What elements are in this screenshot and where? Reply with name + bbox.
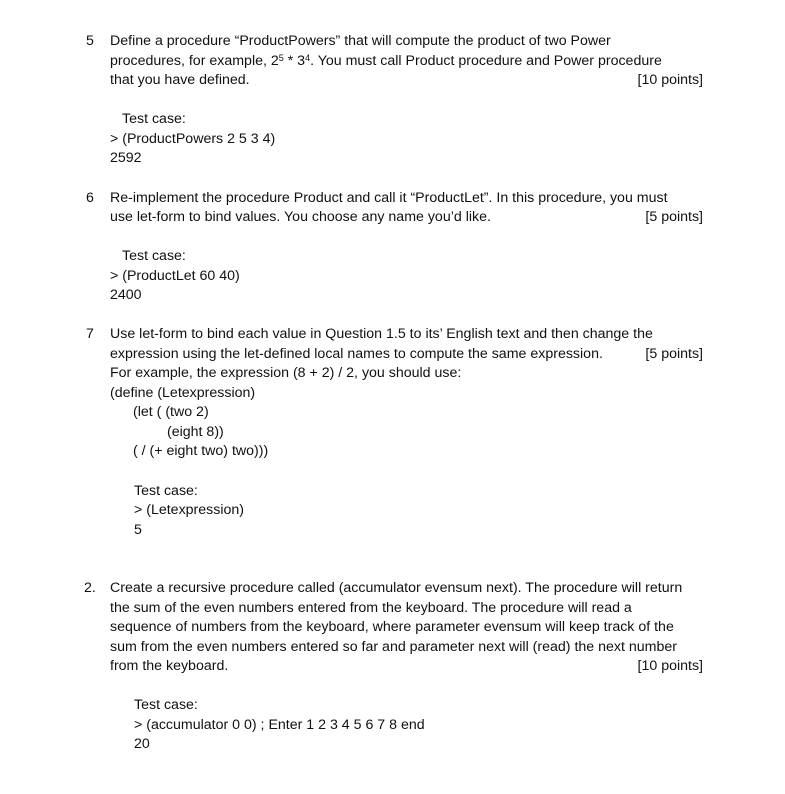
question-5-line-3: that you have defined. [110,72,250,88]
question-7-code-line-4: ( / (+ eight two) two))) [133,443,269,459]
question-7-line-1: Use let-form to bind each value in Question 1.5 to its’ English text and then change the [110,326,653,342]
question-7-points: [5 points] [645,346,703,362]
question-6-line-1: Re-implement the procedure Product and call it “ProductLet”. In this procedure, you must [110,190,668,206]
question-2-points: [10 points] [637,658,703,674]
question-5-test-output: 2592 [110,150,142,166]
question-6-test-output: 2400 [110,287,142,303]
question-6-line-2: use let-form to bind values. You choose any name you’d like. [110,209,491,225]
question-2-line-4: sum from the even numbers entered so far and parameter next will (read) the next number [110,639,677,655]
question-5-line-1: Define a procedure “ProductPowers” that will compute the product of two Power [110,33,611,49]
question-7-line-2: expression using the let-defined local names to compute the same expression. [110,346,603,362]
question-5-test-input: > (ProductPowers 2 5 3 4) [110,131,276,147]
question-2-number: 2. [84,580,96,596]
question-7-code-line-3: (eight 8)) [167,424,224,440]
question-6-test-input: > (ProductLet 60 40) [110,268,240,284]
question-6-number: 6 [86,190,94,206]
question-7-number: 7 [86,326,94,342]
question-5-test-label: Test case: [122,111,186,127]
question-2-test-input: > (accumulator 0 0) ; Enter 1 2 3 4 5 6 7 8 end [134,717,425,733]
question-5-line-2: procedures, for example, $2^5 * 3^4$. You must call Product procedure and Power procedure [110,53,662,69]
question-2-line-2: the sum of the even numbers entered from the keyboard. The procedure will read a [110,600,632,616]
question-6-test-label: Test case: [122,248,186,264]
question-7-test-label: Test case: [134,483,198,499]
question-2-test-label: Test case: [134,697,198,713]
question-2-line-3: sequence of numbers from the keyboard, where parameter evensum will keep track of the [110,619,674,635]
question-6-points: [5 points] [645,209,703,225]
question-2-line-1: Create a recursive procedure called (accumulator evensum next). The procedure will return [110,580,683,596]
question-7-code-line-2: (let ( (two 2) [133,404,209,420]
question-7-line-3: For example, the expression (8 + 2) / 2, you should use: [110,365,462,381]
question-2-test-output: 20 [134,736,150,752]
question-5-number: 5 [86,33,94,49]
question-5-points: [10 points] [637,72,703,88]
question-7-test-output: 5 [134,522,142,538]
question-2-line-5: from the keyboard. [110,658,229,674]
question-7-test-input: > (Letexpression) [134,502,245,518]
question-7-code-line-1: (define (Letexpression) [110,385,256,401]
